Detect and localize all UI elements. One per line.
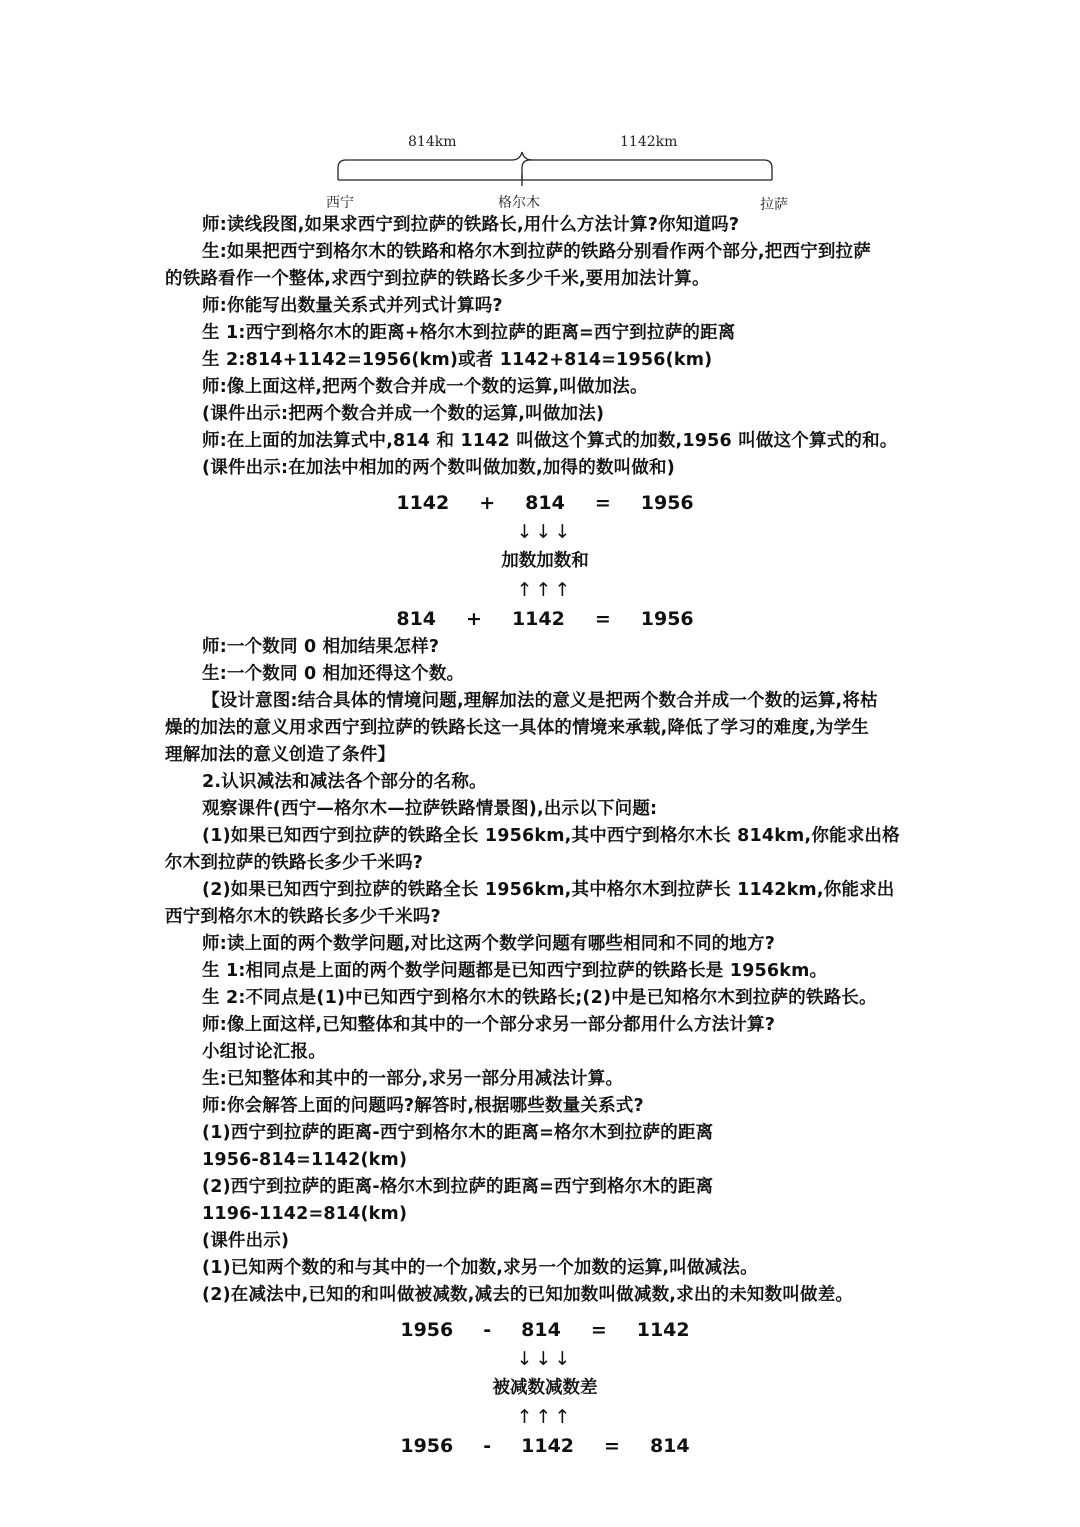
section-heading: 2.认识减法和减法各个部分的名称。 xyxy=(202,772,487,792)
equation-term: = xyxy=(594,608,611,630)
text-line: 生 1:西宁到格尔木的距离+格尔木到拉萨的距离=西宁到拉萨的距离 xyxy=(202,323,736,343)
text-line: 西宁到格尔木的铁路长多少千米吗? xyxy=(165,907,441,927)
text-line: 师:一个数同 0 相加结果怎样? xyxy=(202,637,440,657)
text-line: 1196-1142=814(km) xyxy=(202,1204,408,1224)
text-line: 生:一个数同 0 相加还得这个数。 xyxy=(202,664,465,684)
text-line: 生 1:相同点是上面的两个数学问题都是已知西宁到拉萨的铁路长是 1956km。 xyxy=(202,961,828,981)
text-line: 理解加法的意义创造了条件】 xyxy=(165,745,396,765)
equation-term: - xyxy=(483,1435,492,1457)
equation-term: 1956 xyxy=(640,608,694,630)
text-line: (1)已知两个数的和与其中的一个加数,求另一个加数的运算,叫做减法。 xyxy=(202,1258,758,1278)
subtraction-equation-2 xyxy=(165,1431,925,1461)
text-line: 师:你会解答上面的问题吗?解答时,根据哪些数量关系式? xyxy=(202,1096,644,1116)
line-segment-diagram xyxy=(320,128,800,218)
equation-term: 1142 xyxy=(396,492,450,514)
equation-term: 1956 xyxy=(400,1435,454,1457)
label-start: 西宁 xyxy=(326,195,354,211)
down-arrows-icon: ↓↓↓ xyxy=(516,521,574,543)
text-line: (课件出示:把两个数合并成一个数的运算,叫做加法) xyxy=(202,404,605,424)
text-line: (2)西宁到拉萨的距离-格尔木到拉萨的距离=西宁到格尔木的距离 xyxy=(202,1177,714,1197)
equation-term: 814 xyxy=(396,608,437,630)
equation-term: 1956 xyxy=(640,492,694,514)
text-line: (1)如果已知西宁到拉萨的铁路全长 1956km,其中西宁到格尔木长 814km,你能求出格 xyxy=(202,826,900,846)
equation-term: 1142 xyxy=(636,1319,690,1341)
text-line: 尔木到拉萨的铁路长多少千米吗? xyxy=(165,853,424,873)
text-line: 生 2:814+1142=1956(km)或者 1142+814=1956(km) xyxy=(202,350,713,370)
label-middle: 格尔木 xyxy=(498,195,540,211)
equation-term: 1142 xyxy=(511,608,565,630)
subtraction-part-names: 被减数减数差 xyxy=(492,1378,598,1398)
text-line: 的铁路看作一个整体,求西宁到拉萨的铁路长多少千米,要用加法计算。 xyxy=(165,269,710,289)
equation-term: + xyxy=(466,608,482,630)
equation-term: = xyxy=(590,1319,607,1341)
addition-equation-1 xyxy=(165,488,925,518)
text-line: 师:像上面这样,已知整体和其中的一个部分求另一部分都用什么方法计算? xyxy=(202,1015,776,1035)
up-arrows-icon: ↑↑↑ xyxy=(516,579,574,601)
text-line: 小组讨论汇报。 xyxy=(202,1042,326,1062)
text-line: 【设计意图:结合具体的情境问题,理解加法的意义是把两个数合并成一个数的运算,将枯 xyxy=(202,691,878,711)
text-line: 观察课件(西宁—格尔木—拉萨铁路情景图),出示以下问题: xyxy=(202,799,658,819)
segment-lines xyxy=(320,128,800,218)
text-line: 燥的加法的意义用求西宁到拉萨的铁路长这一具体的情境来承载,降低了学习的难度,为学生 xyxy=(165,718,869,738)
segment-label-1: 814km xyxy=(408,134,457,150)
label-end: 拉萨 xyxy=(760,197,788,213)
subtraction-equation-1 xyxy=(165,1315,925,1345)
down-arrows-icon: ↓↓↓ xyxy=(516,1348,574,1370)
text-line: 生 2:不同点是(1)中已知西宁到格尔木的铁路长;(2)中是已知格尔木到拉萨的铁路长。 xyxy=(202,988,877,1008)
equation-term: 814 xyxy=(525,492,565,514)
text-line: 1956-814=1142(km) xyxy=(202,1150,408,1170)
segment-label-2: 1142km xyxy=(620,134,678,150)
text-line: 师:在上面的加法算式中,814 和 1142 叫做这个算式的加数,1956 叫做这个算式的和。 xyxy=(202,431,898,451)
up-arrows-icon: ↑↑↑ xyxy=(516,1406,574,1428)
text-line: 师:你能写出数量关系式并列式计算吗? xyxy=(202,296,503,316)
equation-term: 1956 xyxy=(400,1319,454,1341)
equation-term: = xyxy=(594,492,611,514)
text-line: 师:读上面的两个数学问题,对比这两个数学问题有哪些相同和不同的地方? xyxy=(202,934,776,954)
text-line: (课件出示:在加法中相加的两个数叫做加数,加得的数叫做和) xyxy=(202,458,675,478)
equation-term: 814 xyxy=(649,1435,690,1457)
lesson-text xyxy=(165,212,925,1461)
equation-term: = xyxy=(604,1435,620,1457)
text-line: 生:如果把西宁到格尔木的铁路和格尔木到拉萨的铁路分别看作两个部分,把西宁到拉萨 xyxy=(202,242,871,262)
text-line: (2)如果已知西宁到拉萨的铁路全长 1956km,其中格尔木到拉萨长 1142km,你能求出 xyxy=(202,880,895,900)
text-line: (1)西宁到拉萨的距离-西宁到格尔木的距离=格尔木到拉萨的距离 xyxy=(202,1123,714,1143)
equation-term: + xyxy=(479,492,496,514)
text-line: 生:已知整体和其中的一部分,求另一部分用减法计算。 xyxy=(202,1069,624,1089)
text-line: 师:读线段图,如果求西宁到拉萨的铁路长,用什么方法计算?你知道吗? xyxy=(202,215,740,235)
addition-equation-2 xyxy=(165,604,925,634)
text-line: (课件出示) xyxy=(202,1231,290,1251)
text-line: (2)在减法中,已知的和叫做被减数,减去的已知加数叫做减数,求出的未知数叫做差。 xyxy=(202,1285,854,1305)
equation-term: - xyxy=(483,1319,492,1341)
equation-term: 1142 xyxy=(521,1435,575,1457)
text-line: 师:像上面这样,把两个数合并成一个数的运算,叫做加法。 xyxy=(202,377,648,397)
equation-term: 814 xyxy=(521,1319,561,1341)
addition-part-names: 加数加数和 xyxy=(501,551,589,571)
